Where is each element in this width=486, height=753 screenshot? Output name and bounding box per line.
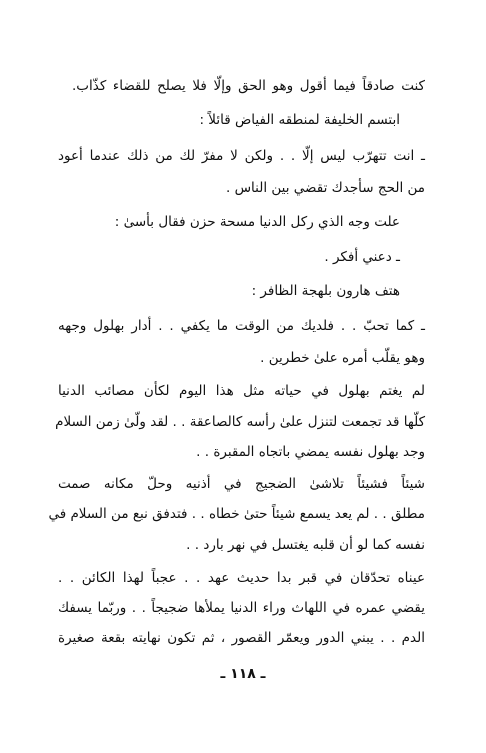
text-line-7: هتف هارون بلهجة الظافر : (251, 283, 400, 299)
text-line-6: ـ دعني أفكر . (324, 249, 400, 265)
text-line-2: ابتسم الخليفة لمنطقه الفياض قائلاً : (199, 112, 400, 128)
text-line-11: كلّها قد تجمعت لتنزل علىٰ رأسه كالصاعقة . . لقد ولّىٰ زمن السلام (55, 414, 425, 430)
text-line-14: مطلق . . لم يعد يسمع شيئاً حتىٰ خطاه . . فتدفق نبع من السلام في (48, 506, 425, 522)
text-line-1: كنت صادقاً فيما أقول وهو الحق وإلّا فلا يصلح للقضاء كذّاب. (72, 78, 425, 94)
text-line-16: عيناه تحدّقان في قبر بدا حديث عهد . . عجباً لهذا الكائن . . (58, 570, 425, 586)
page-number: ـ ١١٨ ـ (220, 666, 266, 682)
text-line-4: من الحج سأجدك تقضي بين الناس . (225, 180, 425, 196)
text-line-8: ـ كما تحبّ . . فلديك من الوقت ما يكفي . . أدار بهلول وجهه (58, 318, 425, 334)
text-line-3: ـ انت تتهرّب ليس إلّا . . ولكن لا مفرّ لك من ذلك عندما أعود (58, 148, 425, 164)
text-line-10: لم يغتم بهلول في حياته مثل هذا اليوم لكأن مصائب الدنيا (58, 383, 425, 399)
text-line-13: شيئاً فشيئاً تلاشىٰ الضجيج في أذنيه وحلّ مكانه صمت (58, 476, 425, 492)
text-line-17: يقضي عمره في اللهاث وراء الدنيا يملأها ضجيجاً . . وربّما يسفك (58, 600, 425, 616)
text-line-12: وجد بهلول نفسه يمضي باتجاه المقبرة . . (196, 444, 425, 460)
text-line-9: وهو يقلّب أمره علىٰ خطرين . (260, 350, 425, 366)
text-line-5: علت وجه الذي ركل الدنيا مسحة حزن فقال بأسىٰ : (114, 214, 400, 230)
text-line-15: نفسه كما لو أن قلبه يغتسل في نهر بارد . . (186, 537, 425, 553)
text-line-18: الدم . . يبني الدور ويعمّر القصور ، ثم تكون نهايته بقعة صغيرة (58, 630, 425, 646)
